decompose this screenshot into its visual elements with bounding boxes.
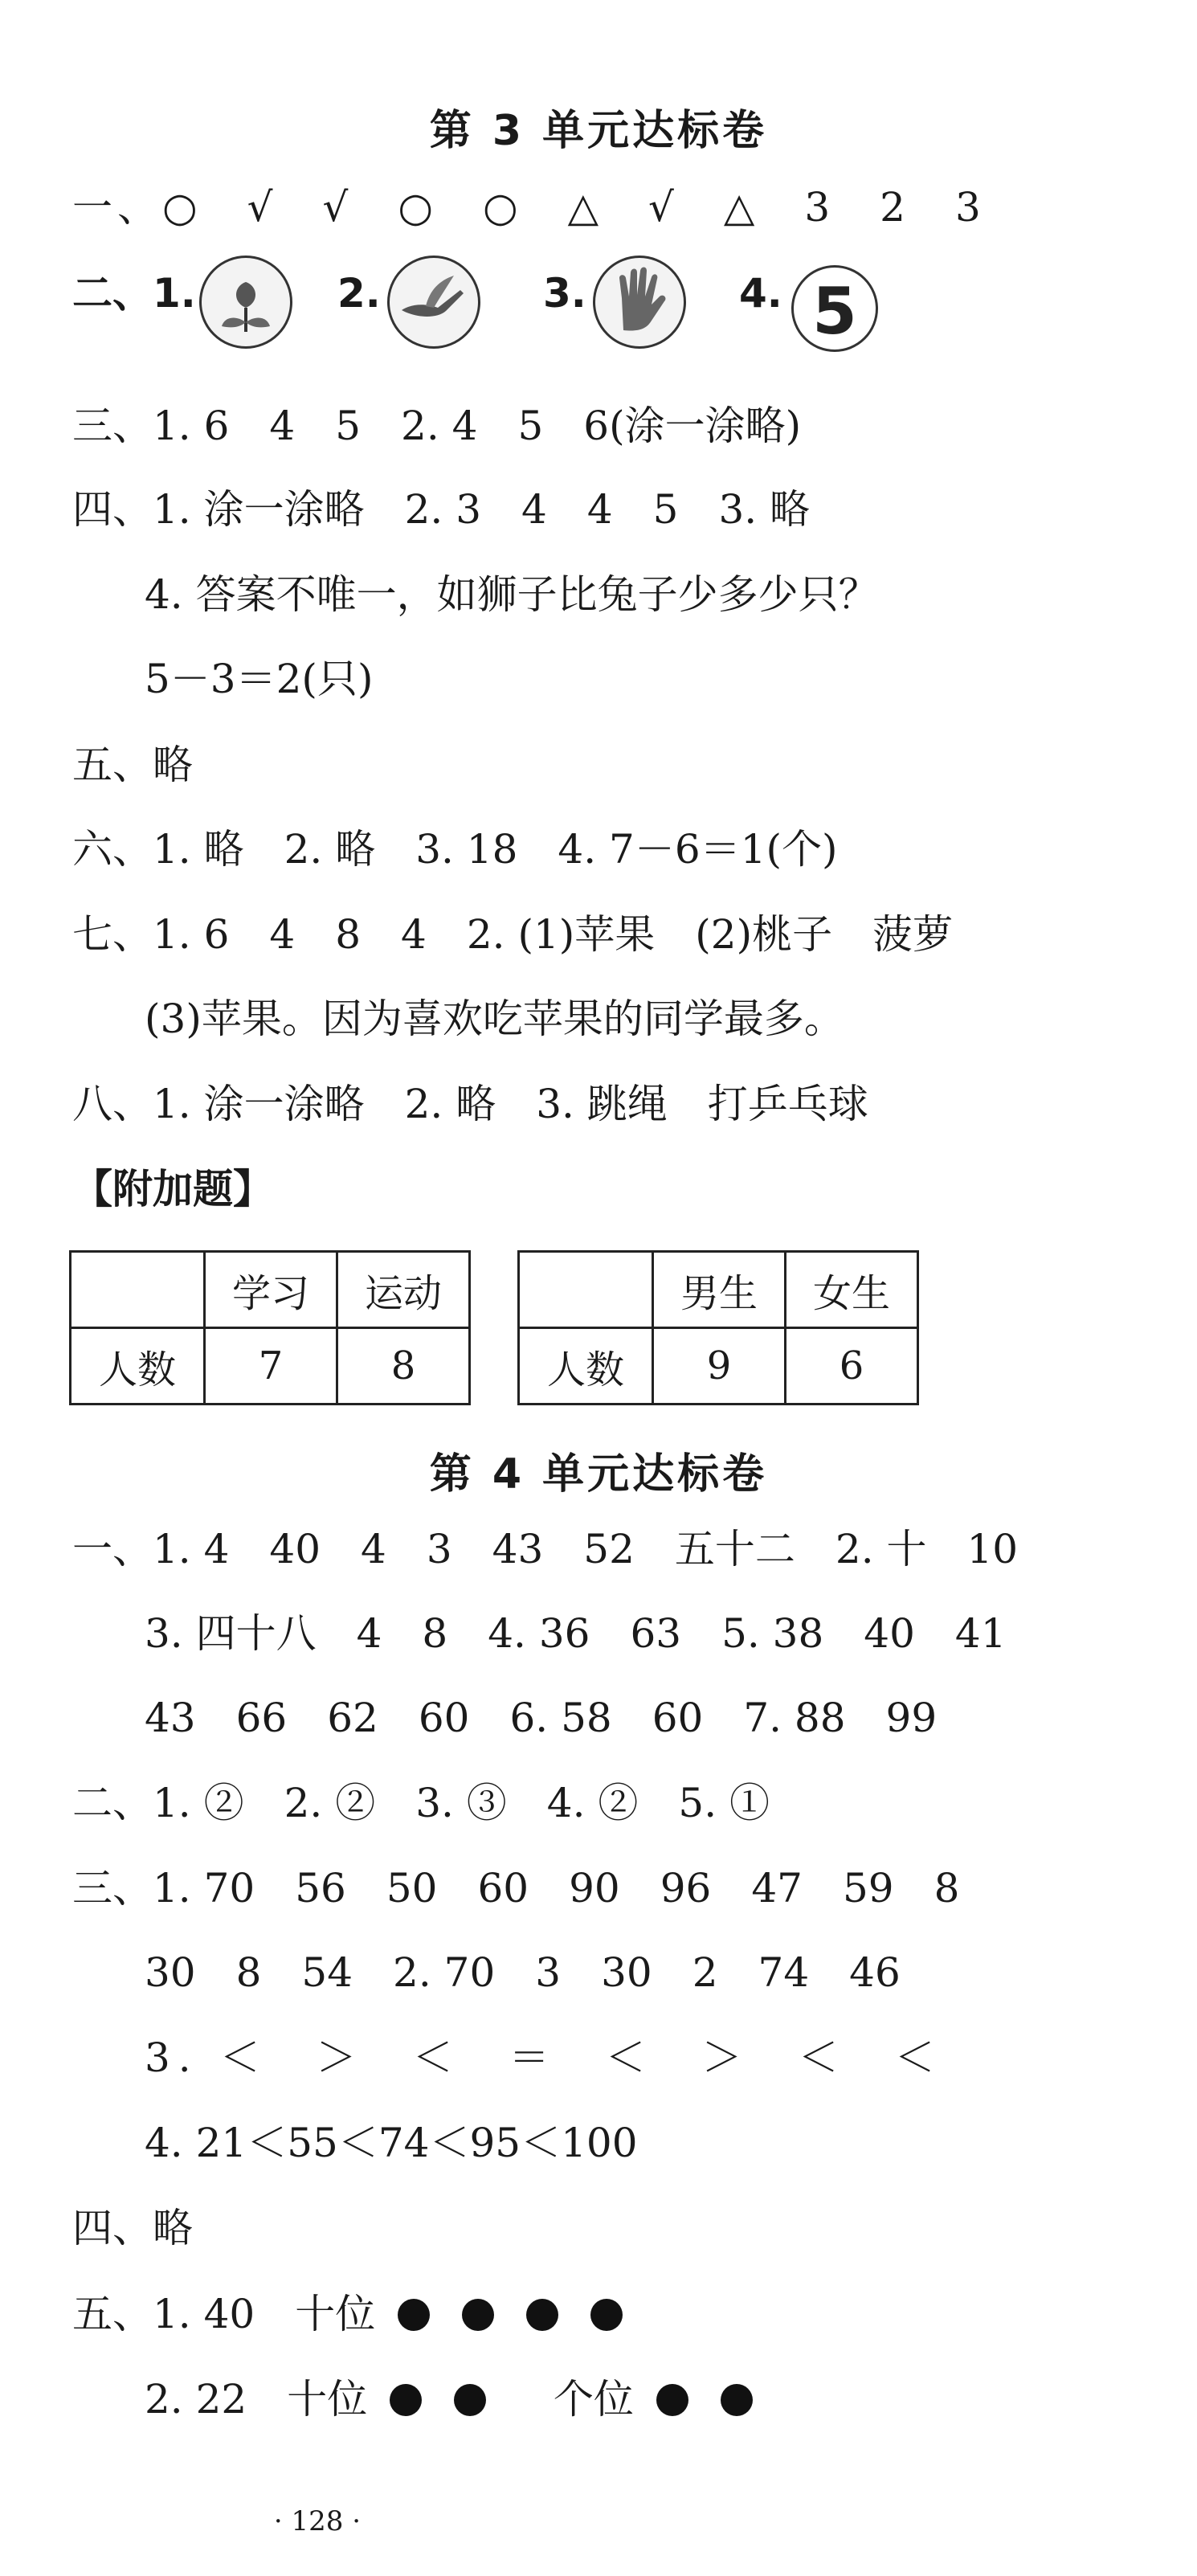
unit4-q2: 二、1. ② 2. ② 3. ③ 4. ② 5. ① [72,1780,770,1826]
bonus-table-gender [517,1250,919,1405]
ones-bead-dot [721,2384,753,2416]
table-corner [519,1252,653,1328]
unit4-q5a: 五、1. 40 十位 [72,2290,632,2338]
unit4-q3b: 30 8 54 2. 70 3 30 2 74 46 [145,1949,901,1996]
unit4-q1c: 43 66 62 60 6. 58 60 7. 88 99 [145,1695,938,1741]
table-row-label: 人数 [519,1328,653,1405]
table-cell: 9 [653,1328,786,1405]
unit3-q8: 八、1. 涂一涂略 2. 略 3. 跳绳 打乒乓球 [72,1081,868,1127]
unit4-title: 第 4 单元达标卷 [429,1450,768,1499]
digit-five-badge: 5 [791,265,878,352]
page-number: · 128 · [273,2505,362,2537]
unit4-q3a: 三、1. 70 56 50 60 90 96 47 59 8 [72,1865,960,1912]
unit3-q2-n2: 2. [337,270,381,317]
unit3-q4a: 四、1. 涂一涂略 2. 3 4 4 5 3. 略 [72,486,811,533]
tens-bead-dot [462,2299,494,2331]
table-cell: 8 [337,1328,470,1405]
unit3-q2-label: 二、1. [72,270,196,317]
unit3-title: 第 3 单元达标卷 [429,107,768,155]
tens-bead-dot [454,2384,486,2416]
unit3-q4b: 4. 答案不唯一，如狮子比兔子少多少只？ [145,571,879,618]
unit3-q7b: (3)苹果。因为喜欢吃苹果的同学最多。 [145,996,844,1042]
unit3-q6: 六、1. 略 2. 略 3. 18 4. 7－6＝1(个) [72,826,838,873]
unit4-q5b: 2. 22 十位 个位 [145,2375,762,2423]
unit3-q3: 三、1. 6 4 5 2. 4 5 6(涂一涂略) [72,403,802,449]
ones-bead-dot [656,2384,688,2416]
bonus-table-activity [69,1250,471,1405]
table-header: 运动 [337,1252,470,1328]
flower-icon [199,256,292,349]
unit4-q4: 四、略 [72,2205,193,2251]
table-row-label: 人数 [71,1328,205,1405]
table-corner [71,1252,205,1328]
table-cell: 6 [786,1328,918,1405]
tens-bead-dot [398,2299,430,2331]
unit3-q7a: 七、1. 6 4 8 4 2. (1)苹果 (2)桃子 菠萝 [72,911,954,958]
unit3-q2-n4: 4. [739,270,782,317]
tens-bead-dot [590,2299,623,2331]
table-header: 学习 [205,1252,337,1328]
bonus-heading: 【附加题】 [72,1166,273,1212]
unit3-q2-n3: 3. [543,270,586,317]
table-cell: 7 [205,1328,337,1405]
goose-icon [387,256,480,349]
unit3-q5: 五、略 [72,742,193,788]
unit4-q1a: 一、1. 4 40 4 3 43 52 五十二 2. 十 10 [72,1526,1019,1572]
unit4-q1b: 3. 四十八 4 8 4. 36 63 5. 38 40 41 [145,1610,1007,1657]
tens-bead-dot [390,2384,422,2416]
unit4-q3c: 3. ＜ ＞ ＜ ＝ ＜ ＞ ＜ ＜ [145,2034,943,2081]
unit3-q1: 一、○ √ √ ○ ○ △ √ △ 3 2 3 [72,184,986,231]
table-header: 男生 [653,1252,786,1328]
unit4-q3d: 4. 21＜55＜74＜95＜100 [145,2120,638,2166]
tens-bead-dot [526,2299,558,2331]
hand-icon [593,256,686,349]
table-header: 女生 [786,1252,918,1328]
unit3-q4c: 5－3＝2(只) [145,656,374,702]
